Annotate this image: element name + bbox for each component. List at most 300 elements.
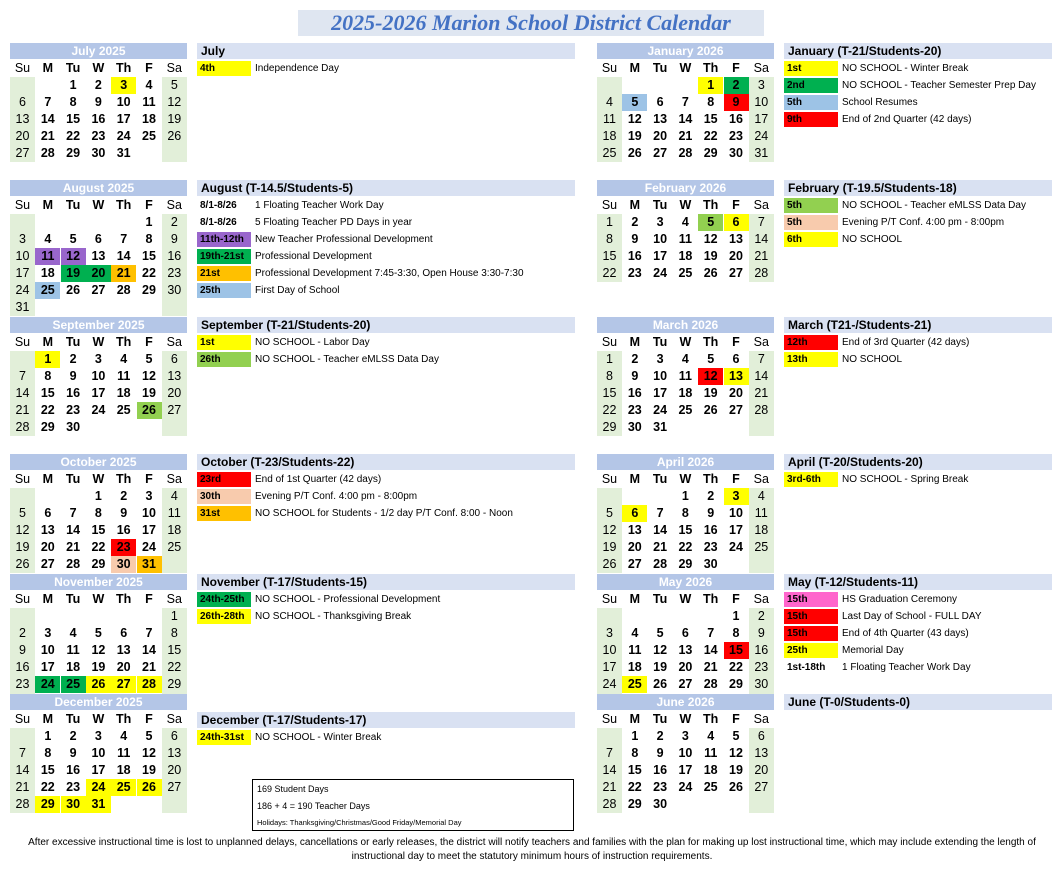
day-cell: 19	[627, 129, 642, 143]
day-cell: 8	[170, 626, 178, 640]
legend-date-code: 25th	[197, 283, 251, 298]
legend-date-code: 3rd-6th	[784, 472, 838, 487]
legend-heading: July	[197, 43, 575, 59]
legend-description: NO SCHOOL - Spring Break	[842, 474, 969, 485]
day-cell: 17	[754, 112, 769, 126]
day-cell: 12	[729, 746, 743, 760]
legend-date-code: 15th	[784, 609, 838, 624]
day-cell: 27	[91, 283, 106, 297]
day-cell: 18	[66, 660, 81, 674]
day-cell: 11	[142, 95, 156, 109]
day-cell: 16	[653, 763, 668, 777]
day-cell: 9	[69, 369, 77, 383]
weekday-label: Su	[14, 61, 31, 75]
day-cell: 2	[69, 729, 77, 743]
legend-item	[197, 335, 575, 351]
day-cell: 28	[66, 557, 81, 571]
day-cell: 17	[15, 266, 30, 280]
day-cell: 29	[703, 146, 718, 160]
legend-description: Memorial Day	[842, 645, 904, 656]
weekday-label: Sa	[166, 61, 182, 75]
legend-date-code: 12th	[784, 335, 838, 350]
day-cell: 27	[627, 557, 642, 571]
day-cell: 7	[19, 369, 26, 383]
day-cell: 31	[15, 300, 30, 314]
day-cell: 15	[678, 523, 693, 537]
day-cell: 11	[117, 746, 131, 760]
day-cell: 25	[167, 540, 182, 554]
day-cell: 5	[732, 729, 740, 743]
day-cell: 20	[754, 763, 769, 777]
weekday-label: Sa	[753, 472, 769, 486]
legend-description: Evening P/T Conf. 4:00 pm - 8:00pm	[842, 217, 1005, 228]
day-cell: 25	[35, 282, 60, 299]
legend-description: Last Day of School - FULL DAY	[842, 611, 982, 622]
day-cell: 24	[602, 677, 617, 691]
day-cell: 17	[91, 763, 106, 777]
legend-date-code: 24th-25th	[197, 592, 251, 607]
weekday-label: Th	[703, 198, 719, 212]
day-cell: 31	[86, 796, 111, 813]
legend-heading: August (T-14.5/Students-5)	[197, 180, 575, 196]
day-cell: 4	[69, 626, 77, 640]
day-cell: 22	[627, 780, 642, 794]
day-cell: 8	[145, 232, 153, 246]
day-cell: 20	[729, 386, 743, 400]
day-cell: 1	[606, 352, 613, 366]
day-cell: 18	[627, 660, 642, 674]
day-cell: 31	[653, 420, 668, 434]
legend-item	[784, 643, 1052, 659]
day-cell: 18	[167, 523, 182, 537]
legend-date-code: 21st	[197, 266, 251, 281]
day-cell: 22	[66, 129, 81, 143]
day-cell: 10	[754, 95, 769, 109]
day-cell: 4	[44, 232, 52, 246]
day-cell: 5	[19, 506, 26, 520]
weekday-label: Th	[116, 472, 132, 486]
day-cell: 22	[142, 266, 156, 280]
legend-date-code: 5th	[784, 95, 838, 110]
legend-heading: May (T-12/Students-11)	[784, 574, 1052, 590]
day-cell: 14	[15, 386, 30, 400]
legend-heading: February (T-19.5/Students-18)	[784, 180, 1052, 196]
day-cell: 20	[86, 265, 111, 282]
day-cell: 19	[167, 112, 182, 126]
day-cell: 11	[704, 746, 718, 760]
day-cell: 19	[653, 660, 668, 674]
day-cell: 15	[167, 643, 182, 657]
legend-date-code: 13th	[784, 352, 838, 367]
weekday-label: Tu	[652, 61, 668, 75]
weekday-label: F	[732, 592, 740, 606]
weekday-label: Tu	[652, 472, 668, 486]
day-cell: 21	[66, 540, 81, 554]
day-cell: 21	[653, 540, 668, 554]
day-cell: 8	[44, 369, 52, 383]
day-cell: 27	[754, 780, 769, 794]
day-cell: 2	[656, 729, 664, 743]
legend-item	[784, 592, 1052, 608]
day-cell: 30	[167, 283, 182, 297]
day-cell: 15	[724, 642, 749, 659]
day-cell: 15	[602, 386, 617, 400]
weekday-label: Th	[703, 592, 719, 606]
month-calendar	[597, 317, 774, 448]
day-cell: 7	[757, 352, 765, 366]
day-cell: 3	[111, 77, 136, 94]
day-cell: 8	[681, 506, 689, 520]
day-cell: 16	[91, 112, 106, 126]
day-cell: 24	[729, 540, 743, 554]
day-cell: 25	[703, 780, 718, 794]
day-cell: 24	[35, 676, 60, 693]
day-cell: 15	[602, 249, 617, 263]
legend-date-code: 19th-21st	[197, 249, 251, 264]
day-cell: 23	[754, 660, 769, 674]
day-cell: 17	[653, 249, 668, 263]
weekday-label: Sa	[166, 198, 182, 212]
weekday-label: F	[732, 712, 740, 726]
month-heading: July 2025	[10, 43, 187, 59]
day-cell: 23	[167, 266, 182, 280]
day-cell: 25	[111, 779, 136, 796]
legend-date-code: 8/1-8/26	[200, 200, 237, 211]
day-cell: 11	[117, 369, 131, 383]
legend-description: NO SCHOOL	[842, 354, 903, 365]
legend-heading: September (T-21/Students-20)	[197, 317, 575, 333]
day-cell: 5	[69, 232, 77, 246]
day-cell: 24	[678, 780, 693, 794]
day-cell: 13	[653, 112, 668, 126]
day-cell: 30	[627, 420, 642, 434]
weekday-label: M	[629, 198, 640, 212]
day-cell: 16	[15, 660, 30, 674]
day-cell: 26	[703, 266, 718, 280]
month-calendar	[10, 43, 187, 174]
day-cell: 25	[678, 266, 693, 280]
legend-description: 1 Floating Teacher Work Day	[255, 200, 384, 211]
day-cell: 21	[602, 780, 617, 794]
day-cell: 6	[622, 505, 647, 522]
day-cell: 24	[142, 540, 156, 554]
weekday-label: W	[679, 712, 692, 726]
day-cell: 12	[167, 95, 182, 109]
day-cell: 22	[678, 540, 693, 554]
legend-date-code: 24th-31st	[197, 730, 251, 745]
weekday-label: M	[42, 198, 53, 212]
legend-item	[784, 232, 1052, 248]
weekday-label: Th	[116, 592, 132, 606]
month-calendar	[10, 317, 187, 448]
day-cell: 11	[628, 643, 642, 657]
day-cell: 10	[91, 746, 106, 760]
day-cell: 1	[732, 609, 740, 623]
day-cell: 2	[707, 489, 715, 503]
day-cell: 21	[40, 129, 55, 143]
day-cell: 9	[724, 94, 749, 111]
weekday-label: M	[42, 592, 53, 606]
day-cell: 3	[681, 729, 689, 743]
day-cell: 23	[111, 539, 136, 556]
day-cell: 27	[40, 557, 55, 571]
day-cell: 8	[606, 369, 613, 383]
day-cell: 18	[678, 386, 693, 400]
day-cell: 4	[631, 626, 639, 640]
day-cell: 2	[69, 352, 77, 366]
weekday-label: Tu	[65, 592, 81, 606]
day-cell: 1	[631, 729, 639, 743]
weekday-label: W	[92, 712, 105, 726]
day-cell: 14	[66, 523, 81, 537]
day-cell: 19	[142, 386, 156, 400]
page-title: 2025-2026 Marion School District Calendar	[298, 10, 764, 36]
weekday-label: Su	[601, 712, 618, 726]
weekday-label: W	[679, 61, 692, 75]
day-cell: 6	[732, 352, 740, 366]
weekday-label: W	[679, 198, 692, 212]
legend-item	[784, 660, 1052, 676]
day-cell: 26	[703, 403, 718, 417]
day-cell: 12	[653, 643, 668, 657]
day-cell: 26	[137, 402, 162, 419]
legend-description: NO SCHOOL - Teacher Semester Prep Day	[842, 80, 1036, 91]
day-cell: 1	[69, 78, 77, 92]
month-calendar	[10, 454, 187, 585]
legend-description: Independence Day	[255, 63, 339, 74]
legend-description: First Day of School	[255, 285, 340, 296]
day-cell: 29	[627, 797, 642, 811]
month-heading: June 2026	[597, 694, 774, 710]
weekday-label: W	[679, 335, 692, 349]
day-cell: 12	[61, 248, 86, 265]
day-cell: 24	[15, 283, 30, 297]
legend-date-code: 1st	[784, 61, 838, 76]
day-cell: 8	[44, 746, 52, 760]
day-cell: 2	[724, 77, 749, 94]
day-cell: 19	[703, 249, 718, 263]
day-cell: 22	[40, 403, 55, 417]
day-cell: 27	[678, 677, 693, 691]
day-cell: 20	[678, 660, 693, 674]
day-cell: 4	[757, 489, 765, 503]
day-cell: 15	[703, 112, 718, 126]
day-cell: 9	[170, 232, 178, 246]
weekday-label: M	[629, 592, 640, 606]
day-cell: 8	[94, 506, 102, 520]
day-cell: 12	[15, 523, 30, 537]
day-cell: 22	[167, 660, 182, 674]
day-cell: 9	[19, 643, 26, 657]
day-cell: 2	[631, 352, 639, 366]
day-cell: 29	[91, 557, 106, 571]
day-cell: 15	[627, 763, 642, 777]
day-cell: 3	[94, 352, 102, 366]
legend-item	[197, 249, 575, 265]
legend-item	[197, 198, 575, 214]
teacher-days: 186 + 4 = 190 Teacher Days	[257, 801, 370, 811]
day-cell: 3	[724, 488, 749, 505]
legend-item	[784, 198, 1052, 214]
day-cell: 12	[142, 746, 156, 760]
weekday-label: Sa	[753, 198, 769, 212]
legend-date-code: 30th	[197, 489, 251, 504]
legend-item	[197, 61, 575, 77]
day-cell: 28	[15, 420, 30, 434]
month-heading: October 2025	[10, 454, 187, 470]
month-calendar	[597, 180, 774, 311]
day-cell: 30	[703, 557, 718, 571]
day-cell: 5	[145, 729, 153, 743]
day-cell: 13	[627, 523, 642, 537]
legend-description: HS Graduation Ceremony	[842, 594, 958, 605]
day-cell: 26	[86, 676, 111, 693]
day-cell: 10	[729, 506, 743, 520]
day-cell: 9	[120, 506, 128, 520]
day-cell: 2	[94, 78, 102, 92]
day-cell: 6	[19, 95, 26, 109]
day-cell: 8	[732, 626, 740, 640]
weekday-label: Tu	[652, 335, 668, 349]
day-cell: 24	[116, 129, 131, 143]
day-cell: 25	[754, 540, 769, 554]
day-cell: 13	[40, 523, 55, 537]
day-cell: 12	[703, 232, 718, 246]
weekday-label: Tu	[652, 198, 668, 212]
day-cell: 26	[653, 677, 668, 691]
day-cell: 5	[707, 352, 715, 366]
day-cell: 27	[167, 780, 182, 794]
legend-heading: June (T-0/Students-0)	[784, 694, 1052, 710]
weekday-label: Th	[116, 61, 132, 75]
day-cell: 3	[44, 626, 52, 640]
day-cell: 7	[145, 626, 153, 640]
day-cell: 23	[15, 677, 30, 691]
day-cell: 30	[111, 556, 136, 573]
legend-date-code: 31st	[197, 506, 251, 521]
legend-description: NO SCHOOL	[842, 234, 903, 245]
day-cell: 29	[678, 557, 693, 571]
weekday-label: Th	[703, 61, 719, 75]
day-cell: 14	[754, 369, 769, 383]
day-cell: 21	[142, 660, 156, 674]
weekday-label: F	[732, 335, 740, 349]
day-cell: 22	[602, 403, 617, 417]
day-cell: 4	[120, 729, 128, 743]
weekday-label: Su	[601, 61, 618, 75]
day-cell: 21	[754, 386, 769, 400]
day-cell: 14	[15, 763, 30, 777]
day-cell: 1	[681, 489, 689, 503]
day-cell: 29	[602, 420, 617, 434]
legend-date-code: 25th	[784, 643, 838, 658]
day-cell: 27	[15, 146, 30, 160]
day-cell: 14	[142, 643, 156, 657]
day-cell: 22	[729, 660, 743, 674]
weekday-label: M	[629, 61, 640, 75]
day-cell: 20	[167, 386, 182, 400]
day-cell: 1	[170, 609, 178, 623]
day-cell: 3	[656, 352, 664, 366]
day-cell: 3	[19, 232, 26, 246]
day-cell: 7	[707, 626, 715, 640]
day-cell: 17	[116, 112, 131, 126]
day-cell: 31	[116, 146, 131, 160]
weekday-label: F	[145, 712, 153, 726]
day-cell: 26	[167, 129, 182, 143]
day-cell: 8	[606, 232, 613, 246]
legend-description: NO SCHOOL - Thanksgiving Break	[255, 611, 412, 622]
weekday-label: M	[42, 712, 53, 726]
day-cell: 17	[40, 660, 55, 674]
weekday-label: M	[629, 335, 640, 349]
day-cell: 8	[707, 95, 715, 109]
legend-item	[197, 472, 575, 488]
day-cell: 17	[678, 763, 693, 777]
day-cell: 24	[653, 266, 668, 280]
legend-description: 5 Floating Teacher PD Days in year	[255, 217, 413, 228]
day-cell: 10	[40, 643, 55, 657]
day-cell: 2	[170, 215, 178, 229]
day-cell: 5	[698, 214, 723, 231]
weekday-label: W	[92, 335, 105, 349]
day-cell: 27	[111, 676, 136, 693]
weekday-label: Sa	[753, 61, 769, 75]
day-cell: 14	[678, 112, 693, 126]
day-cell: 4	[606, 95, 613, 109]
weekday-label: W	[92, 61, 105, 75]
day-cell: 24	[86, 779, 111, 796]
day-cell: 20	[15, 129, 30, 143]
day-cell: 7	[757, 215, 765, 229]
weekday-label: M	[629, 472, 640, 486]
legend-date-code: 6th	[784, 232, 838, 247]
month-heading: May 2026	[597, 574, 774, 590]
day-cell: 28	[653, 557, 668, 571]
day-cell: 20	[167, 763, 182, 777]
legend-date-code: 26th-28th	[197, 609, 251, 624]
day-cell: 7	[19, 746, 26, 760]
day-cell: 4	[681, 215, 689, 229]
legend-description: Professional Development	[255, 251, 372, 262]
weekday-label: Th	[116, 335, 132, 349]
day-cell: 14	[703, 643, 718, 657]
day-cell: 5	[606, 506, 613, 520]
weekday-label: F	[145, 472, 153, 486]
day-cell: 16	[754, 643, 769, 657]
month-heading: April 2026	[597, 454, 774, 470]
day-cell: 16	[66, 763, 81, 777]
legend-date-code: 9th	[784, 112, 838, 127]
day-cell: 9	[69, 746, 77, 760]
day-cell: 21	[754, 249, 769, 263]
day-cell: 26	[627, 146, 642, 160]
day-cell: 23	[91, 129, 106, 143]
day-cell: 7	[656, 506, 664, 520]
legend-item	[784, 352, 1052, 368]
month-heading: December 2025	[10, 694, 187, 710]
day-cell: 9	[631, 369, 639, 383]
day-cell: 9	[757, 626, 765, 640]
day-cell: 6	[44, 506, 52, 520]
day-cell: 5	[145, 352, 153, 366]
weekday-label: Su	[14, 198, 31, 212]
day-cell: 28	[678, 146, 693, 160]
day-cell: 4	[681, 352, 689, 366]
legend-description: End of 3rd Quarter (42 days)	[842, 337, 970, 348]
day-cell: 20	[40, 540, 55, 554]
weekday-label: Su	[601, 198, 618, 212]
